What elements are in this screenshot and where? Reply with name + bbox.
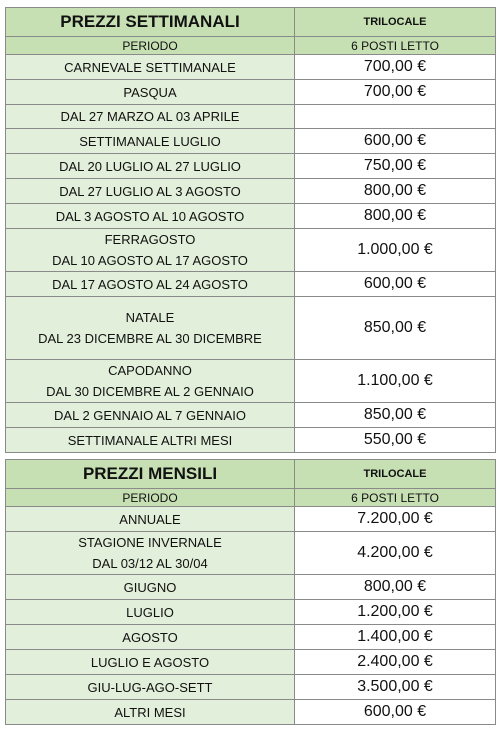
- weekly-rows: [6, 55, 496, 453]
- monthly-title: PREZZI MENSILI: [6, 460, 295, 489]
- price-cell: [295, 105, 496, 129]
- price-cell: 800,00 €: [295, 204, 496, 229]
- period-cell: ALTRI MESI: [6, 700, 295, 725]
- table-row: [6, 625, 496, 650]
- period-cell: SETTIMANALE LUGLIO: [6, 129, 295, 154]
- monthly-col-beds: 6 POSTI LETTO: [295, 489, 496, 507]
- table-row: [6, 700, 496, 725]
- price-cell: 800,00 €: [295, 179, 496, 204]
- period-cell: ANNUALE: [6, 507, 295, 532]
- period-cell: PASQUA: [6, 80, 295, 105]
- price-cell: 850,00 €: [295, 403, 496, 428]
- period-cell: DAL 27 LUGLIO AL 3 AGOSTO: [6, 179, 295, 204]
- period-cell: CARNEVALE SETTIMANALE: [6, 55, 295, 80]
- price-cell: 750,00 €: [295, 154, 496, 179]
- table-row: [6, 272, 496, 297]
- table-row: [6, 297, 496, 360]
- table-row: [6, 600, 496, 625]
- price-cell: 7.200,00 €: [295, 507, 496, 532]
- table-row: [6, 650, 496, 675]
- period-cell: AGOSTO: [6, 625, 295, 650]
- price-cell: 1.400,00 €: [295, 625, 496, 650]
- period-cell: DAL 3 AGOSTO AL 10 AGOSTO: [6, 204, 295, 229]
- table-row: [6, 55, 496, 80]
- price-cell: 700,00 €: [295, 80, 496, 105]
- period-cell: [6, 297, 295, 360]
- monthly-rows: [6, 507, 496, 725]
- table-row: [6, 105, 496, 129]
- price-cell: 1.200,00 €: [295, 600, 496, 625]
- table-row: [6, 360, 496, 403]
- monthly-col-type: TRILOCALE: [295, 460, 496, 489]
- price-cell: 600,00 €: [295, 272, 496, 297]
- price-cell: 550,00 €: [295, 428, 496, 453]
- table-row: [6, 80, 496, 105]
- period-line: STAGIONE INVERNALE: [78, 535, 222, 550]
- period-cell: DAL 27 MARZO AL 03 APRILE: [6, 105, 295, 129]
- table-row: [6, 229, 496, 272]
- period-cell: [6, 229, 295, 272]
- period-line: FERRAGOSTO: [104, 232, 196, 247]
- price-cell: 600,00 €: [295, 129, 496, 154]
- period-cell: DAL 17 AGOSTO AL 24 AGOSTO: [6, 272, 295, 297]
- period-line: NATALE: [125, 310, 175, 325]
- period-line: DAL 30 DICEMBRE AL 2 GENNAIO: [46, 384, 254, 399]
- weekly-col-beds: 6 POSTI LETTO: [295, 37, 496, 55]
- price-cell: 1.100,00 €: [295, 360, 496, 403]
- table-row: [6, 575, 496, 600]
- table-row: [6, 507, 496, 532]
- table-row: [6, 179, 496, 204]
- table-row: [6, 675, 496, 700]
- table-row: [6, 204, 496, 229]
- weekly-title: PREZZI SETTIMANALI: [6, 8, 295, 37]
- period-cell: SETTIMANALE ALTRI MESI: [6, 428, 295, 453]
- price-cell: 800,00 €: [295, 575, 496, 600]
- period-cell: DAL 2 GENNAIO AL 7 GENNAIO: [6, 403, 295, 428]
- price-cell: 700,00 €: [295, 55, 496, 80]
- period-line: DAL 23 DICEMBRE AL 30 DICEMBRE: [38, 331, 262, 346]
- price-cell: 1.000,00 €: [295, 229, 496, 272]
- period-cell: DAL 20 LUGLIO AL 27 LUGLIO: [6, 154, 295, 179]
- period-line: DAL 10 AGOSTO AL 17 AGOSTO: [52, 253, 248, 268]
- weekly-col-type: TRILOCALE: [295, 8, 496, 37]
- weekly-price-table: [5, 7, 496, 453]
- table-row: [6, 154, 496, 179]
- monthly-period-label: PERIODO: [6, 489, 295, 507]
- table-row: [6, 403, 496, 428]
- table-row: [6, 129, 496, 154]
- period-cell: [6, 532, 295, 575]
- table-row: [6, 532, 496, 575]
- period-cell: GIU-LUG-AGO-SETT: [6, 675, 295, 700]
- price-cell: 4.200,00 €: [295, 532, 496, 575]
- table-row: [6, 428, 496, 453]
- price-cell: 3.500,00 €: [295, 675, 496, 700]
- period-cell: LUGLIO E AGOSTO: [6, 650, 295, 675]
- period-line: DAL 03/12 AL 30/04: [92, 556, 208, 571]
- weekly-period-label: PERIODO: [6, 37, 295, 55]
- period-cell: GIUGNO: [6, 575, 295, 600]
- price-cell: 850,00 €: [295, 297, 496, 360]
- period-cell: [6, 360, 295, 403]
- price-cell: 600,00 €: [295, 700, 496, 725]
- price-cell: 2.400,00 €: [295, 650, 496, 675]
- period-line: CAPODANNO: [108, 363, 192, 378]
- period-cell: LUGLIO: [6, 600, 295, 625]
- monthly-price-table: [5, 459, 496, 725]
